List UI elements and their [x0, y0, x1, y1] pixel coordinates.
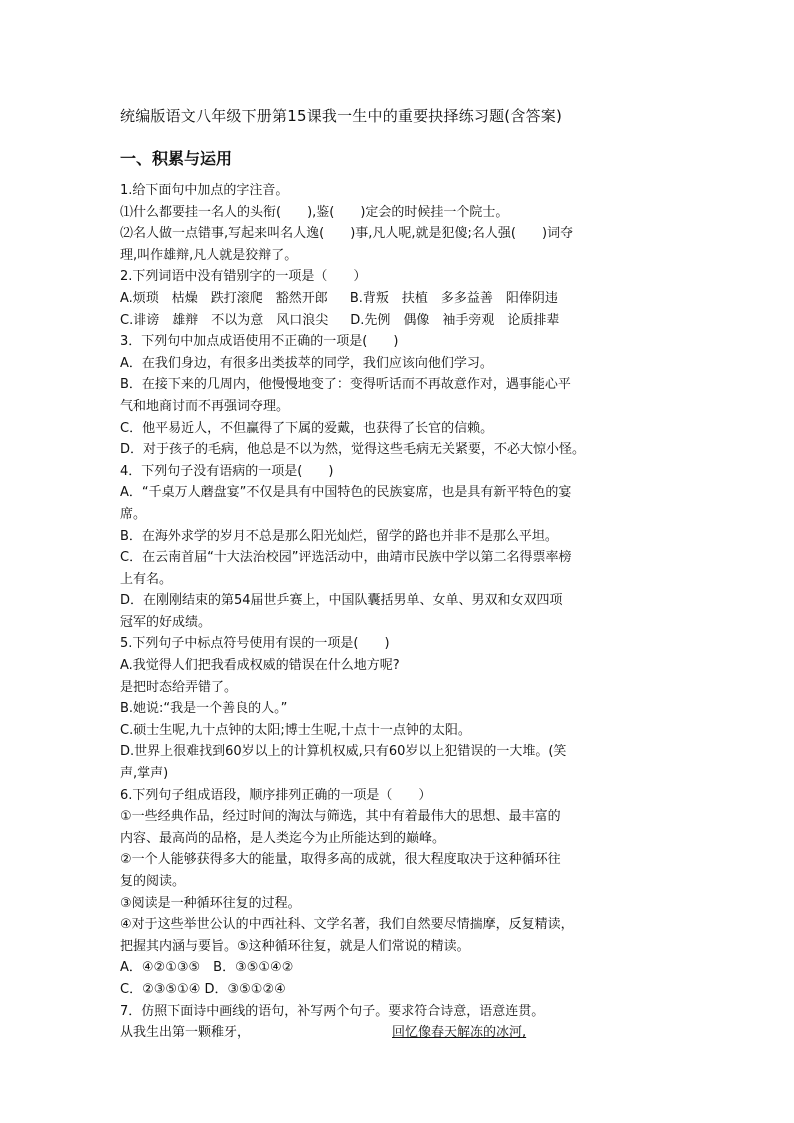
q2-option-b: B.背叛 扶植 多多益善 阳俸阴违 [349, 290, 558, 306]
q5-option-a1: A.我觉得人们把我看成权威的错误在什么地方呢? [120, 658, 400, 674]
q2-options-row2 [120, 310, 680, 332]
q2-options-row1 [120, 288, 680, 310]
q2-option-a: A.烦琐 枯燥 跌打滚爬 豁然开郎 [120, 290, 328, 306]
q4-option-c1: C．在云南首届“十大法治校园”评选活动中，曲靖市民族中学以第二名得票率榜 [120, 550, 572, 566]
q1-item2b: 理,叫作雄辩,凡人就是狡辩了。 [120, 247, 298, 263]
q4-option-b: B．在海外求学的岁月不总是那么阳光灿烂，留学的路也并非不是那么平坦。 [120, 528, 558, 544]
q7-poem-line [120, 1022, 680, 1044]
q4-option-a1: A．“千桌万人蘑盘宴”不仅是具有中国特色的民族宴席，也是具有新平特色的宴 [120, 485, 572, 501]
q4-option-c2: 上有名。 [120, 571, 173, 587]
q5-option-c: C.硕士生呢,九十点钟的太阳;博士生呢,十点十一点钟的太阳。 [120, 722, 471, 738]
q4-option-d1: D．在刚刚结束的第54届世乒赛上，中国队囊括男单、女单、男双和女双四项 [120, 593, 563, 609]
exercise-body [120, 180, 680, 1044]
q5-stem: 5.下列句子中标点符号使用有误的一项是( ) [120, 636, 390, 652]
q3-stem: 3．下列句中加点成语使用不正确的一项是( ) [120, 334, 399, 350]
q3-option-c: C．他平易近人，不但赢得了下属的爱戴，也获得了长官的信赖。 [120, 420, 494, 436]
q5-option-d2: 声,掌声) [120, 766, 169, 782]
q6-options-cd: C．②③⑤①④ D．③⑤①②④ [120, 981, 286, 997]
q3-option-d: D．对于孩子的毛病，他总是不以为然，觉得这些毛病无关紧要，不必大惊小怪。 [120, 442, 586, 458]
q6-sentence-1a: ①一些经典作品，经过时间的淘汰与筛选，其中有着最伟大的思想、最丰富的 [120, 809, 561, 825]
q3-option-b1: B．在接下来的几周内，他慢慢地变了：变得听话而不再故意作对，遇事能心平 [120, 377, 571, 393]
q1-item2a: ⑵名人做一点错事,写起来叫名人逸( )事,凡人呢,就是犯傻;名人强( )词夺 [120, 226, 574, 242]
q5-option-d1: D.世界上很难找到60岁以上的计算机权威,只有60岁以上犯错误的一大堆。(笑 [120, 744, 567, 760]
q1-item1: ⑴什么都要挂一名人的头衔( ),鉴( )定会的时候挂一个院士。 [120, 204, 509, 220]
section-heading: 一、积累与运用 [120, 149, 233, 168]
q7-poem-underlined: 回忆像春天解冻的冰河, [392, 1025, 527, 1041]
q5-option-b: B.她说:“我是一个善良的人。” [120, 701, 288, 717]
q4-stem: 4．下列句子没有语病的一项是( ) [120, 463, 334, 479]
document-title: 统编版语文八年级下册第15课我一生中的重要抉择练习题(含答案) [120, 107, 562, 125]
q7-stem: 7．仿照下面诗中画线的语句，补写两个句子。要求符合诗意，语意连贯。 [120, 1003, 545, 1019]
q6-sentence-2a: ②一个人能够获得多大的能量，取得多高的成就，很大程度取决于这种循环往 [120, 852, 561, 868]
q2-option-d: D.先例 偶像 袖手旁观 论质排辈 [350, 312, 560, 328]
q6-stem: 6.下列句子组成语段，顺序排列正确的一项是（ ） [120, 787, 432, 803]
q6-sentence-4b: 把握其内涵与要旨。⑤这种循环往复，就是人们常说的精读。 [120, 938, 470, 954]
q4-option-d2: 冠军的好成绩。 [120, 614, 212, 630]
q3-option-b2: 气和地商讨而不再强词夺理。 [120, 398, 290, 414]
q2-option-c: C.诽谤 雄辩 不以为意 风口浪尖 [120, 312, 329, 328]
q6-sentence-2b: 复的阅读。 [120, 874, 186, 889]
q3-option-a: A．在我们身边，有很多出类拔萃的同学，我们应该向他们学习。 [120, 355, 493, 371]
q7-poem-left: 从我生出第一颗稚牙， [120, 1025, 251, 1041]
q6-sentence-4a: ④对于这些举世公认的中西社科、文学名著，我们自然要尽情揣摩，反复精读， [120, 917, 574, 933]
q6-sentence-3: ③阅读是一种循环往复的过程。 [120, 895, 301, 911]
q2-stem: 2.下列词语中没有错别字的一项是（ ） [120, 269, 367, 285]
q1-stem: 1.给下面句中加点的字注音。 [120, 183, 289, 198]
q6-sentence-1b: 内容、最高尚的品格，是人类迄今为止所能达到的巅峰。 [120, 830, 446, 846]
q6-options-ab: A．④②①③⑤ B．③⑤①④② [120, 960, 294, 976]
q5-option-a2: 是把时态给弄错了。 [120, 679, 238, 695]
q4-option-a2: 席。 [120, 506, 147, 522]
